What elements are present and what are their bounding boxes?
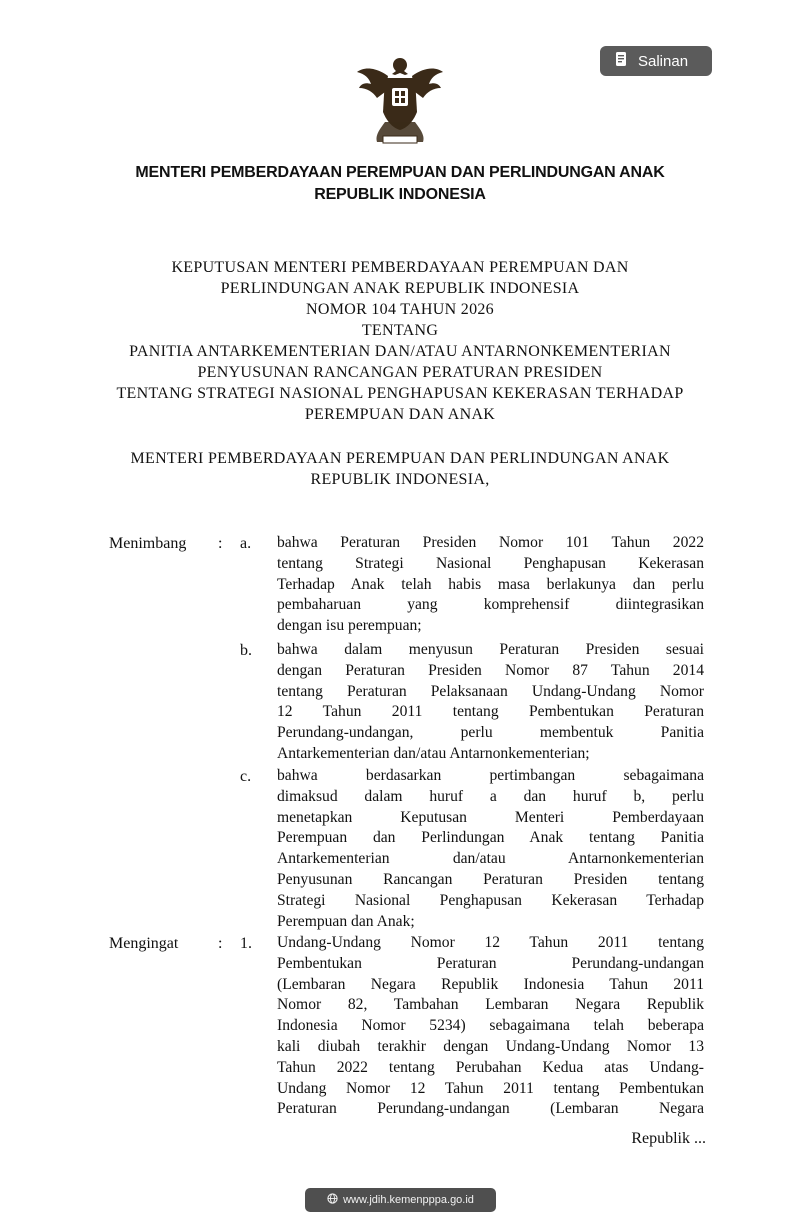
footer-url[interactable]: www.jdih.kemenpppa.go.id xyxy=(343,1194,474,1206)
text-line: Perempuan dan Anak; xyxy=(277,912,415,930)
text-line: Peraturan Perundang-undangan (Lembaran Negara xyxy=(277,1100,704,1118)
text-line: 12 Tahun 2011 tentang Pembentukan Peraturan xyxy=(277,703,704,721)
decree-subject-line: PANITIA ANTARKEMENTERIAN DAN/ATAU ANTARNONKEMENTERIAN xyxy=(129,343,671,360)
item-marker-a: a. xyxy=(240,535,252,552)
text-line: Antarkementerian dan/atau Antarnonkementerian xyxy=(277,850,704,868)
authority-line1: MENTERI PEMBERDAYAAN PEREMPUAN DAN PERLINDUNGAN ANAK xyxy=(130,450,670,467)
mengingat-colon: : xyxy=(218,935,223,952)
text-line: bahwa berdasarkan pertimbangan sebagaimana xyxy=(277,767,704,784)
minister-title-line1: MENTERI PEMBERDAYAAN PEREMPUAN DAN PERLINDUNGAN ANAK xyxy=(135,164,665,181)
text-line: tentang Strategi Nasional Penghapusan Kekerasan xyxy=(277,554,704,572)
consideration-c xyxy=(277,766,704,932)
text-line: dengan Peraturan Presiden Nomor 87 Tahun 2014 xyxy=(277,661,704,679)
consideration-a xyxy=(277,533,704,637)
mengingat-label: Mengingat xyxy=(109,935,179,952)
decree-subject-line: PEREMPUAN DAN ANAK xyxy=(304,406,496,423)
consideration-b xyxy=(277,640,704,765)
document-icon xyxy=(614,51,628,71)
legal-basis-1 xyxy=(277,933,704,1120)
decree-title-line: PERLINDUNGAN ANAK REPUBLIK INDONESIA xyxy=(220,280,580,297)
text-line: Pembentukan Peraturan Perundang-undangan xyxy=(277,954,704,972)
decree-title-line: KEPUTUSAN MENTERI PEMBERDAYAAN PEREMPUAN DAN xyxy=(171,259,629,276)
salinan-label: Salinan xyxy=(638,52,689,70)
text-line: bahwa Peraturan Presiden Nomor 101 Tahun 2022 xyxy=(277,534,704,551)
minister-title-line2: REPUBLIK INDONESIA xyxy=(314,186,486,203)
text-line: Strategi Nasional Penghapusan Kekerasan Terhadap xyxy=(277,891,704,909)
text-line: Undang Nomor 12 Tahun 2011 tentang Pembentukan xyxy=(277,1079,704,1097)
globe-icon xyxy=(327,1193,338,1207)
item-marker-1: 1. xyxy=(240,935,252,952)
text-line: Perundang-undangan, perlu membentuk Panitia xyxy=(277,724,704,742)
text-line: Perempuan dan Perlindungan Anak tentang Panitia xyxy=(277,829,704,847)
decree-subject-line: PENYUSUNAN RANCANGAN PERATURAN PRESIDEN xyxy=(197,364,603,381)
menimbang-colon: : xyxy=(218,535,223,552)
decree-number: NOMOR 104 TAHUN 2026 xyxy=(306,301,494,318)
text-line: Tahun 2022 tentang Perubahan Kedua atas Undang- xyxy=(277,1058,704,1076)
item-marker-c: c. xyxy=(240,768,252,785)
text-line: Antarkementerian dan/atau Antarnonkementerian; xyxy=(277,744,590,762)
authority-line2: REPUBLIK INDONESIA, xyxy=(310,471,490,488)
text-line: Undang-Undang Nomor 12 Tahun 2011 tentang xyxy=(277,934,704,951)
next-page-marker: Republik ... xyxy=(631,1130,706,1147)
text-line: Terhadap Anak telah habis masa berlakunya dan perlu xyxy=(277,575,704,593)
garuda-emblem xyxy=(355,52,445,148)
text-line: pembaharuan yang komprehensif diintegrasikan xyxy=(277,596,704,614)
text-line: Indonesia Nomor 5234) sebagaimana telah beberapa xyxy=(277,1017,704,1035)
decree-subject-line: TENTANG STRATEGI NASIONAL PENGHAPUSAN KEKERASAN TERHADAP xyxy=(116,385,684,402)
text-line: Nomor 82, Tambahan Lembaran Negara Republik xyxy=(277,996,704,1014)
text-line: dimaksud dalam huruf a dan huruf b, perlu xyxy=(277,787,704,805)
text-line: dengan isu perempuan; xyxy=(277,617,422,635)
text-line: (Lembaran Negara Republik Indonesia Tahun 2011 xyxy=(277,975,704,993)
menimbang-label: Menimbang xyxy=(109,535,187,552)
text-line: menetapkan Keputusan Menteri Pemberdayaan xyxy=(277,808,704,826)
salinan-badge xyxy=(600,46,712,76)
text-line: bahwa dalam menyusun Peraturan Presiden sesuai xyxy=(277,641,704,658)
footer-website-link[interactable] xyxy=(305,1188,496,1212)
decree-tentang: TENTANG xyxy=(361,322,439,339)
text-line: tentang Peraturan Pelaksanaan Undang-Undang Nomor xyxy=(277,682,704,700)
text-line: kali diubah terakhir dengan Undang-Undang Nomor 13 xyxy=(277,1037,704,1055)
item-marker-b: b. xyxy=(240,642,252,659)
text-line: Penyusunan Rancangan Peraturan Presiden tentang xyxy=(277,870,704,888)
